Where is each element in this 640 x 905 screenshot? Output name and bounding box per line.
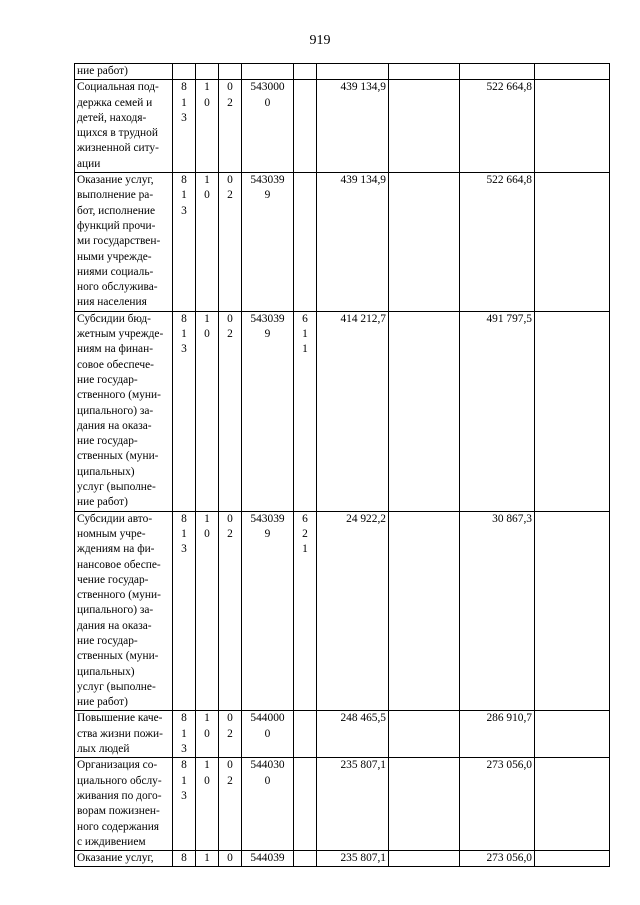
ved-code-digit: 1	[181, 774, 187, 787]
amount-year2-cell: 286 910,7	[460, 711, 535, 758]
ved-code-digit: 1	[181, 189, 187, 202]
subsection-code-cell	[219, 511, 242, 711]
section-code-cell	[196, 311, 219, 511]
table-row	[75, 173, 610, 312]
table-row	[75, 311, 610, 511]
blank-cell-a	[389, 173, 460, 312]
budget-table	[74, 63, 610, 867]
row-name-line: Организация со-	[77, 759, 158, 772]
section-code-digit: 0	[204, 189, 210, 202]
ved-code-digit: 3	[181, 343, 187, 356]
subsection-code-digit: 0	[227, 312, 233, 325]
table-row	[75, 758, 610, 851]
section-code-digit: 1	[204, 81, 210, 94]
ved-code-cell	[173, 311, 196, 511]
ved-code-cell	[173, 80, 196, 173]
subsection-code-digit: 0	[227, 712, 233, 725]
target-article-digit: 9	[264, 189, 271, 202]
section-code-digit: 1	[204, 512, 210, 525]
subsection-code-cell	[219, 80, 242, 173]
row-name-line: номным учре-	[77, 527, 146, 540]
table-row	[75, 64, 610, 80]
target-article-digit: 0	[264, 727, 271, 740]
target-article-cell	[242, 173, 294, 312]
subsection-code-cell	[219, 758, 242, 851]
row-name-line: функций прочи-	[77, 219, 156, 232]
subsection-code-digit: 0	[227, 852, 233, 865]
ved-code-digit: 1	[181, 727, 187, 740]
subsection-code-digit: 2	[227, 774, 233, 787]
row-name-line: держка семей и	[77, 96, 153, 109]
table-body	[75, 64, 610, 867]
expense-type-digit: 2	[302, 527, 308, 540]
ved-code-digit: 8	[181, 81, 187, 94]
target-article-cell	[242, 511, 294, 711]
row-name-line: ства жизни пожи-	[77, 727, 163, 740]
section-code-digit: 1	[204, 852, 210, 865]
row-name-line: ными учрежде-	[77, 250, 152, 263]
row-name-line: циального обслу-	[77, 774, 162, 787]
blank-cell-a	[389, 511, 460, 711]
subsection-code-digit: 0	[227, 81, 233, 94]
row-name-cell	[75, 851, 173, 867]
row-name-line: ственных (муни-	[77, 650, 159, 663]
blank-cell-a	[389, 711, 460, 758]
row-name-cell	[75, 711, 173, 758]
blank-cell-a	[389, 311, 460, 511]
row-name-cell	[75, 758, 173, 851]
row-name-line: Оказание услуг,	[77, 174, 154, 187]
row-name-line: Субсидии авто-	[77, 512, 153, 525]
subsection-code-digit: 2	[227, 328, 233, 341]
row-name-line: чение государ-	[77, 573, 149, 586]
blank-cell-a	[389, 851, 460, 867]
section-code-cell	[196, 758, 219, 851]
row-name-line: ципального) за-	[77, 604, 154, 617]
ved-code-digit: 8	[181, 512, 187, 525]
subsection-code-digit: 0	[227, 174, 233, 187]
row-name-line: ципальных)	[77, 465, 135, 478]
row-name-line: ние государ-	[77, 373, 138, 386]
ved-code-digit: 3	[181, 743, 187, 756]
row-name-line: ципального) за-	[77, 404, 154, 417]
ved-code-digit: 1	[181, 527, 187, 540]
row-name-line: лых людей	[77, 743, 130, 756]
expense-type-digit: 1	[302, 328, 308, 341]
amount-year1-cell: 439 134,9	[317, 173, 389, 312]
row-name-line: ние работ)	[77, 65, 128, 77]
row-name-line: ворам пожизнен-	[77, 805, 160, 818]
section-code-digit: 1	[204, 312, 210, 325]
row-name-line: ние работ)	[77, 696, 128, 709]
section-code-digit: 0	[204, 527, 210, 540]
row-name-cell	[75, 511, 173, 711]
amount-year2-cell: 273 056,0	[460, 758, 535, 851]
ved-code-digit: 3	[181, 204, 187, 217]
subsection-code-digit: 0	[227, 759, 233, 772]
row-name-cell	[75, 80, 173, 173]
target-article-digit: 544030	[250, 759, 285, 772]
ved-code-digit: 1	[181, 328, 187, 341]
section-code-cell	[196, 173, 219, 312]
table-row	[75, 711, 610, 758]
expense-type-cell	[294, 64, 317, 80]
section-code-digit: 0	[204, 774, 210, 787]
row-name-line: ации	[77, 157, 101, 170]
section-code-cell	[196, 80, 219, 173]
target-article-digit: 543000	[250, 81, 285, 94]
blank-cell-b	[535, 851, 610, 867]
row-name-line: живания по дого-	[77, 789, 162, 802]
row-name-line: нансовое обеспе-	[77, 558, 161, 571]
subsection-code-digit: 2	[227, 527, 233, 540]
row-name-line: Повышение каче-	[77, 712, 163, 725]
table-row	[75, 511, 610, 711]
ved-code-digit: 3	[181, 111, 187, 124]
subsection-code-cell	[219, 851, 242, 867]
blank-cell-b	[535, 711, 610, 758]
target-article-cell	[242, 711, 294, 758]
ved-code-cell	[173, 511, 196, 711]
subsection-code-cell	[219, 173, 242, 312]
target-article-digit: 0	[264, 96, 271, 109]
row-name-line: дания на оказа-	[77, 419, 152, 432]
ved-code-digit: 8	[181, 759, 187, 772]
target-article-cell	[242, 80, 294, 173]
row-name-line: ждениям на фи-	[77, 543, 155, 556]
row-name-line: ние государ-	[77, 435, 138, 448]
section-code-digit: 1	[204, 712, 210, 725]
ved-code-cell	[173, 851, 196, 867]
row-name-line: ственного (муни-	[77, 589, 161, 602]
ved-code-digit: 1	[181, 96, 187, 109]
row-name-cell	[75, 64, 173, 80]
expense-type-digit: 6	[302, 512, 308, 525]
expense-type-digit: 1	[302, 543, 308, 556]
row-name-line: ственного (муни-	[77, 389, 161, 402]
row-name-line: ного содержания	[77, 820, 160, 833]
subsection-code-digit: 2	[227, 189, 233, 202]
subsection-code-cell	[219, 64, 242, 80]
section-code-cell	[196, 64, 219, 80]
blank-cell-b	[535, 80, 610, 173]
section-code-cell	[196, 851, 219, 867]
target-article-digit: 544000	[250, 712, 285, 725]
blank-cell-a	[389, 80, 460, 173]
subsection-code-cell	[219, 311, 242, 511]
target-article-digit: 544039	[250, 852, 285, 865]
blank-cell-a	[389, 758, 460, 851]
section-code-cell	[196, 511, 219, 711]
blank-cell-b	[535, 64, 610, 80]
row-name-line: ципальных)	[77, 665, 135, 678]
target-article-digit: 9	[264, 328, 271, 341]
row-name-line: ственных (муни-	[77, 450, 159, 463]
amount-year1-cell: 235 807,1	[317, 851, 389, 867]
row-name-line: Оказание услуг,	[77, 852, 154, 865]
row-name-line: Субсидии бюд-	[77, 312, 151, 325]
row-name-line: совое обеспече-	[77, 358, 154, 371]
expense-type-digit: 1	[302, 343, 308, 356]
target-article-cell	[242, 311, 294, 511]
amount-year1-cell: 439 134,9	[317, 80, 389, 173]
amount-year1-cell: 248 465,5	[317, 711, 389, 758]
target-article-cell	[242, 758, 294, 851]
row-name-line: детей, находя-	[77, 111, 147, 124]
row-name-line: услуг (выполне-	[77, 680, 156, 693]
row-name-cell	[75, 311, 173, 511]
ved-code-digit: 3	[181, 543, 187, 556]
amount-year1-cell: 24 922,2	[317, 511, 389, 711]
ved-code-cell	[173, 758, 196, 851]
ved-code-cell	[173, 173, 196, 312]
row-name-line: ниями социаль-	[77, 265, 154, 278]
row-name-line: жетным учрежде-	[77, 328, 164, 341]
section-code-digit: 0	[204, 328, 210, 341]
section-code-digit: 1	[204, 759, 210, 772]
amount-year1-cell	[317, 64, 389, 80]
ved-code-digit: 8	[181, 174, 187, 187]
row-name-line: ние работ)	[77, 496, 128, 509]
row-name-line: ния населения	[77, 296, 147, 309]
row-name-cell	[75, 173, 173, 312]
subsection-code-digit: 2	[227, 96, 233, 109]
expense-type-cell	[294, 851, 317, 867]
amount-year2-cell: 30 867,3	[460, 511, 535, 711]
amount-year1-cell: 235 807,1	[317, 758, 389, 851]
row-name-line: ние государ-	[77, 634, 138, 647]
blank-cell-a	[389, 64, 460, 80]
ved-code-cell	[173, 64, 196, 80]
subsection-code-digit: 2	[227, 727, 233, 740]
expense-type-cell	[294, 711, 317, 758]
row-name-line: Социальная под-	[77, 81, 159, 94]
table-row	[75, 851, 610, 867]
row-name-line: щихся в трудной	[77, 127, 158, 140]
amount-year2-cell: 522 664,8	[460, 80, 535, 173]
target-article-digit: 543039	[250, 174, 285, 187]
target-article-cell	[242, 851, 294, 867]
amount-year2-cell: 273 056,0	[460, 851, 535, 867]
blank-cell-b	[535, 758, 610, 851]
expense-type-cell	[294, 80, 317, 173]
row-name-line: с иждивением	[77, 835, 146, 848]
blank-cell-b	[535, 511, 610, 711]
subsection-code-digit: 0	[227, 512, 233, 525]
row-name-line: ми государствен-	[77, 235, 161, 248]
section-code-digit: 0	[204, 727, 210, 740]
blank-cell-b	[535, 311, 610, 511]
ved-code-digit: 3	[181, 789, 187, 802]
expense-type-cell	[294, 511, 317, 711]
target-article-cell	[242, 64, 294, 80]
ved-code-digit: 8	[181, 312, 187, 325]
expense-type-cell	[294, 311, 317, 511]
amount-year1-cell: 414 212,7	[317, 311, 389, 511]
section-code-digit: 0	[204, 96, 210, 109]
expense-type-cell	[294, 758, 317, 851]
row-name-line: ниям на финан-	[77, 343, 154, 356]
row-name-line: услуг (выполне-	[77, 481, 156, 494]
page-number: 919	[309, 33, 331, 48]
amount-year2-cell	[460, 64, 535, 80]
section-code-cell	[196, 711, 219, 758]
amount-year2-cell: 491 797,5	[460, 311, 535, 511]
target-article-digit: 0	[264, 774, 271, 787]
target-article-digit: 9	[264, 527, 271, 540]
target-article-digit: 543039	[250, 512, 285, 525]
row-name-line: бот, исполнение	[77, 204, 156, 217]
row-name-line: ного обслужива-	[77, 281, 158, 294]
row-name-line: выполнение ра-	[77, 189, 154, 202]
row-name-line: дания на оказа-	[77, 619, 152, 632]
ved-code-cell	[173, 711, 196, 758]
table-row	[75, 80, 610, 173]
section-code-digit: 1	[204, 174, 210, 187]
row-name-line: жизненной ситу-	[77, 142, 159, 155]
target-article-digit: 543039	[250, 312, 285, 325]
blank-cell-b	[535, 173, 610, 312]
amount-year2-cell: 522 664,8	[460, 173, 535, 312]
subsection-code-cell	[219, 711, 242, 758]
expense-type-cell	[294, 173, 317, 312]
ved-code-digit: 8	[181, 712, 187, 725]
ved-code-digit: 8	[181, 852, 187, 865]
expense-type-digit: 6	[302, 312, 308, 325]
